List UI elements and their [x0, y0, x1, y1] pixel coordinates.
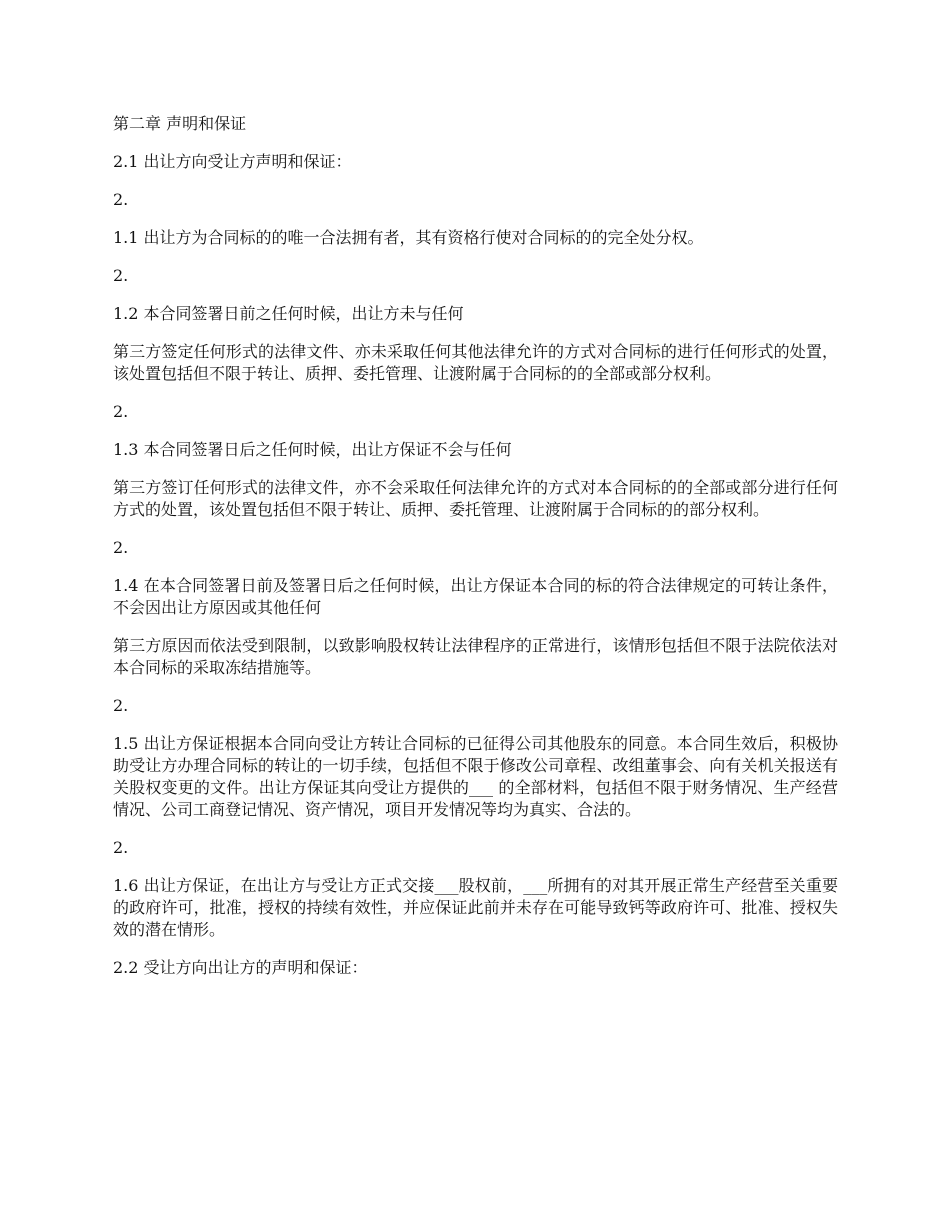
section-heading: 2.1 出让方向受让方声明和保证：	[113, 152, 352, 171]
paragraph: 2.	[113, 402, 129, 421]
paragraph: 第三方原因而依法受到限制，以致影响股权转让法律程序的正常进行，该情形包括但不限于法院依法对本合同标的采取冻结措施等。	[113, 636, 838, 677]
paragraph: 1.1 出让方为合同标的的唯一合法拥有者，其有资格行使对合同标的的完全处分权。	[113, 228, 704, 247]
paragraph: 1.4 在本合同签署日前及签署日后之任何时候，出让方保证本合同的标的符合法律规定的可转让条件，不会因出让方原因或其他任何	[113, 576, 838, 617]
paragraph: 2.	[113, 838, 129, 857]
paragraph: 2.	[113, 190, 129, 209]
paragraph: 第三方签订任何形式的法律文件，亦不会采取任何法律允许的方式对本合同标的的全部或部分进行任何方式的处置，该处置包括但不限于转让、质押、委托管理、让渡附属于合同标的的部分权利。	[113, 478, 838, 519]
paragraph: 1.5 出让方保证根据本合同向受让方转让合同标的已征得公司其他股东的同意。本合同生效后，积极协助受让方办理合同标的转让的一切手续，包括但不限于修改公司章程、改组董事会、向有关机关报送有关股权变更的文件。出让方保证其向受让方提供的___ 的全部材料，包括但不限于财务情况、生产经营情况、公司工商登记情况、资产情况，项目开发情况等均为真实、合法的。	[113, 734, 838, 819]
chapter-heading: 第二章 声明和保证	[113, 114, 247, 133]
paragraph: 2.	[113, 696, 129, 715]
section-heading: 2.2 受让方向出让方的声明和保证：	[113, 958, 368, 977]
paragraph: 2.	[113, 538, 129, 557]
paragraph: 1.6 出让方保证，在出让方与受让方正式交接___股权前，___所拥有的对其开展正常生产经营至关重要的政府许可，批准，授权的持续有效性，并应保证此前并未存在可能导致钙等政府许可、批准、授权失效的潜在情形。	[113, 876, 838, 939]
paragraph: 1.2 本合同签署日前之任何时候，出让方未与任何	[113, 304, 464, 323]
paragraph: 2.	[113, 266, 129, 285]
paragraph: 1.3 本合同签署日后之任何时候，出让方保证不会与任何	[113, 440, 512, 459]
paragraph: 第三方签定任何形式的法律文件、亦未采取任何其他法律允许的方式对合同标的进行任何形式的处置，该处置包括但不限于转让、质押、委托管理、让渡附属于合同标的的全部或部分权利。	[113, 342, 838, 383]
